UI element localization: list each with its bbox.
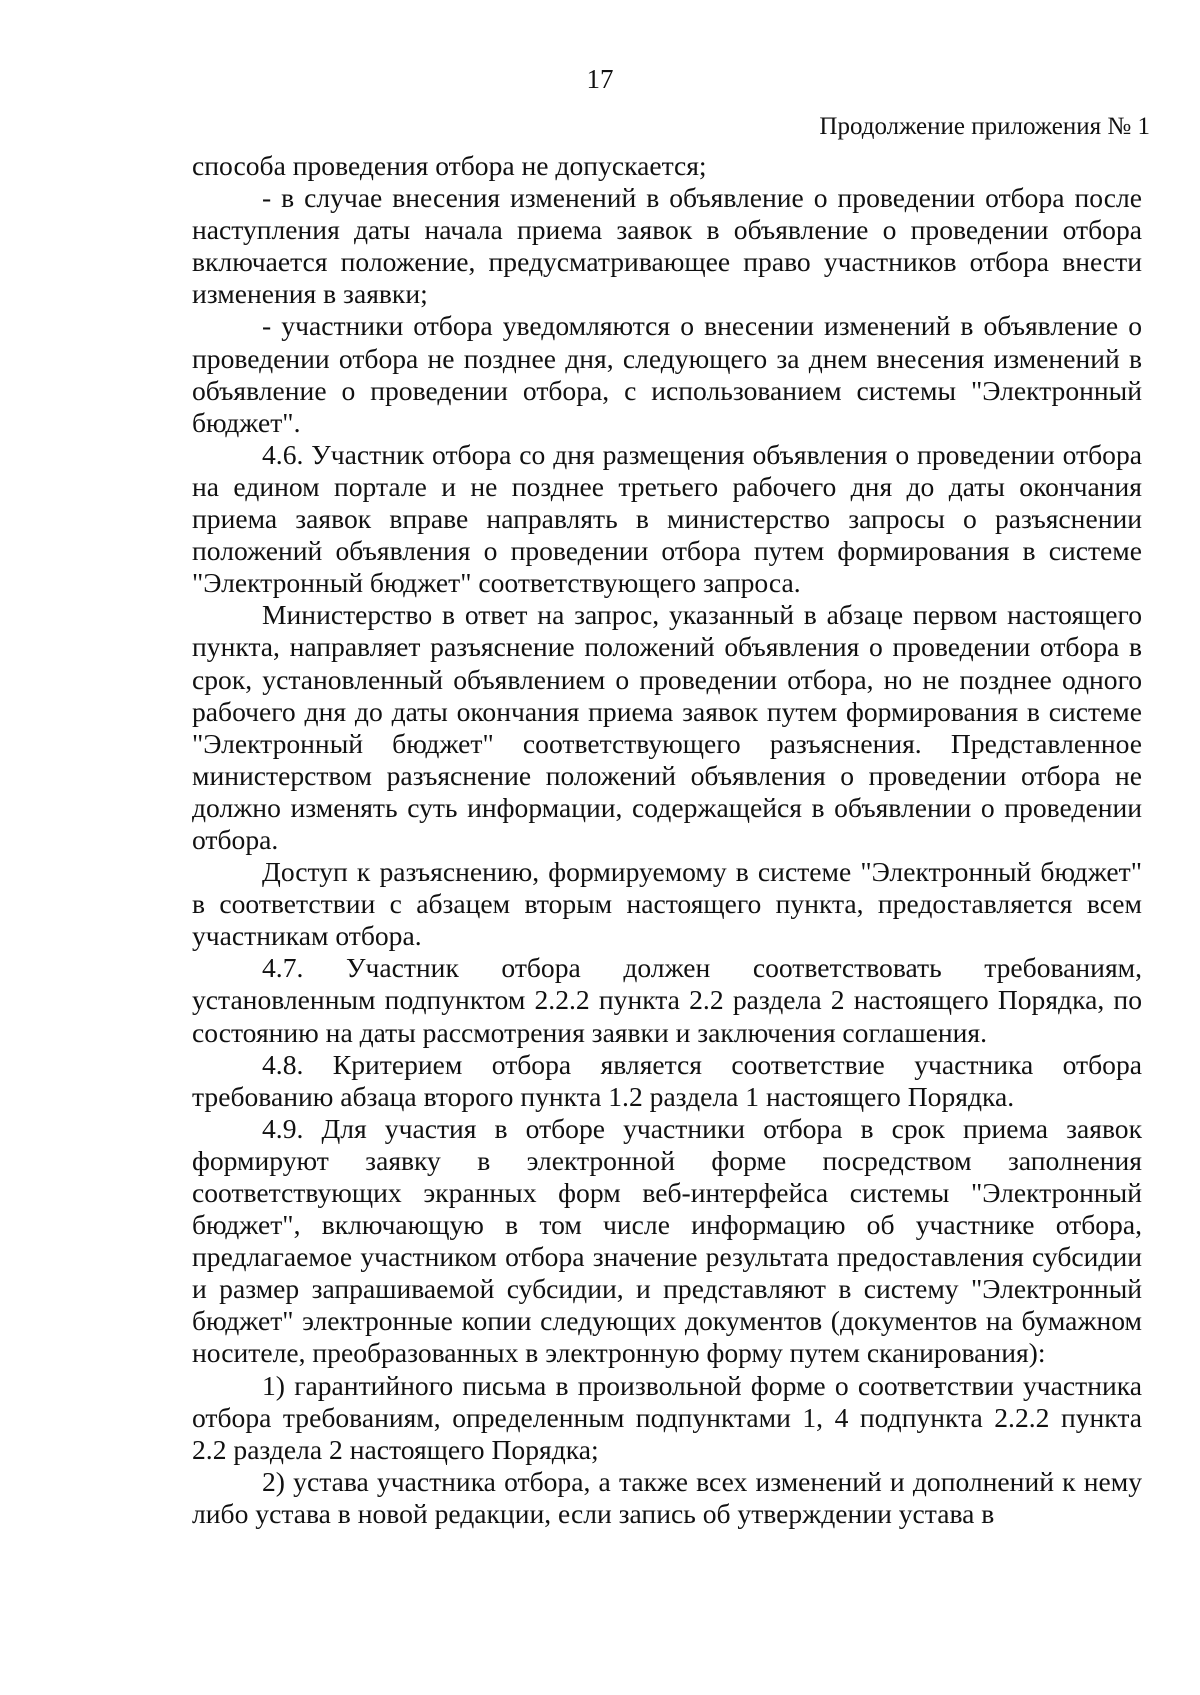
page-number: 17: [586, 64, 614, 94]
paragraph-4-9: 4.9. Для участия в отборе участники отбора в срок приема заявок формируют заявку в электронной форме посредством заполнения соответствующих экранных форм веб-интерфейса системы "Электронный бюджет", включающую в том числе информацию об участнике отбора, предлагаемое участником отбора значение результата предоставления субсидии и размер запрашиваемой субсидии, и представляют в систему "Электронный бюджет" электронные копии следующих документов (документов на бумажном носителе, преобразованных в электронную форму путем сканирования):: [192, 1112, 1142, 1369]
document-body: [192, 150, 1142, 1530]
paragraph-4-6: 4.6. Участник отбора со дня размещения объявления о проведении отбора на едином портале и не позднее третьего рабочего дня до даты окончания приема заявок вправе направлять в министерство запросы о разъяснении положений объявления о проведении отбора путем формирования в системе "Электронный бюджет" соответствующего запроса.: [192, 438, 1142, 599]
paragraph-bullet-notification: - участники отбора уведомляются о внесении изменений в объявление о проведении отбора не позднее дня, следующего за днем внесения изменений в объявление о проведении отбора, с использованием системы "Электронный бюджет".: [192, 310, 1142, 438]
list-item-1: 1) гарантийного письма в произвольной форме о соответствии участника отбора требованиям, определенным подпунктами 1, 4 подпункта 2.2.2 пункта 2.2 раздела 2 настоящего Порядка;: [192, 1369, 1142, 1465]
paragraph-access: Доступ к разъяснению, формируемому в системе "Электронный бюджет" в соответствии с абзацем вторым настоящего пункта, предоставляется всем участникам отбора.: [192, 856, 1142, 952]
paragraph-4-7: 4.7. Участник отбора должен соответствовать требованиям, установленным подпунктом 2.2.2 пункта 2.2 раздела 2 настоящего Порядка, по состоянию на даты рассмотрения заявки и заключения соглашения.: [192, 952, 1142, 1048]
appendix-note: Продолжение приложения № 1: [819, 113, 1150, 140]
list-item-2: 2) устава участника отбора, а также всех изменений и дополнений к нему либо устава в новой редакции, если запись об утверждении устава в: [192, 1465, 1142, 1529]
paragraph-ministry-response: Министерство в ответ на запрос, указанный в абзаце первом настоящего пункта, направляет разъяснение положений объявления о проведении отбора в срок, установленный объявлением о проведении отбора, но не позднее одного рабочего дня до даты окончания приема заявок путем формирования в системе "Электронный бюджет" соответствующего разъяснения. Представленное министерством разъяснение положений объявления о проведении отбора не должно изменять суть информации, содержащейся в объявлении о проведении отбора.: [192, 599, 1142, 855]
paragraph-continuation: способа проведения отбора не допускается;: [192, 150, 707, 181]
paragraph-4-8: 4.8. Критерием отбора является соответствие участника отбора требованию абзаца второго пункта 1.2 раздела 1 настоящего Порядка.: [192, 1048, 1142, 1112]
paragraph-bullet-changes: - в случае внесения изменений в объявление о проведении отбора после наступления даты начала приема заявок в объявление о проведении отбора включается положение, предусматривающее право участников отбора внести изменения в заявки;: [192, 182, 1142, 310]
